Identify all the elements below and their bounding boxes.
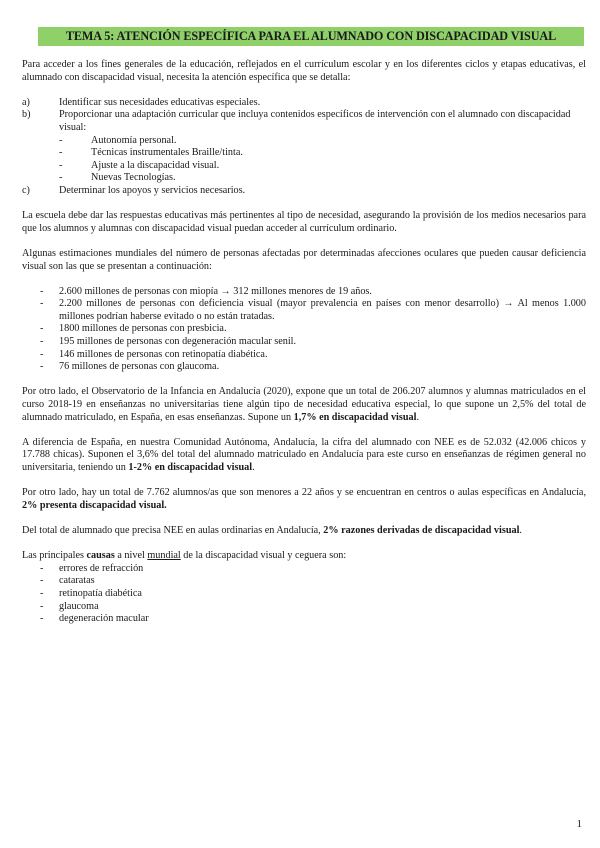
andalucia-highlight: 1-2% en discapacidad visual: [128, 462, 253, 473]
cause-item: - cataratas: [22, 575, 586, 588]
cause-item: - retinopatía diabética: [22, 588, 586, 601]
estimate-item: - 2.200 millones de personas con deficiencia visual (mayor prevalencia en países con menor desarrollo) → Al menos 1.000 millones podrían haberse evitado o no están tratadas.: [22, 298, 586, 323]
sublist-item: - Autonomía personal.: [59, 135, 586, 148]
estimates-intro: Algunas estimaciones mundiales del número de personas afectadas por determinadas afecciones oculares que pueden causar deficiencia visual son las que se presentan a continuación:: [22, 247, 586, 272]
ordinary-text: Del total de alumnado que precisa NEE en aulas ordinarias en Andalucía,: [22, 524, 324, 536]
observatory-paragraph: [22, 386, 586, 424]
causes-mid: a nivel: [114, 550, 148, 562]
curriculum-sublist: [59, 135, 586, 185]
school-paragraph: La escuela debe dar las respuestas educativas más pertinentes al tipo de necesidad, asegurando la provisión de los medios necesarios para que los alumnos y alumnas con discapacidad visual puedan acceder al currículum ordinario.: [22, 210, 586, 234]
needs-item: [22, 109, 586, 185]
estimate-item: - 2.600 millones de personas con miopía → 312 millones menores de 19 años.: [22, 286, 586, 299]
needs-marker: c): [22, 184, 30, 196]
ordinary-paragraph: [22, 525, 586, 538]
causes-underlined: mundial: [147, 550, 181, 562]
specific-centres-text: Por otro lado, hay un total de 7.762 alumnos/as que son menores a 22 años y se encuentran en centros o aulas específicas en Andalucía,: [22, 487, 586, 499]
cause-item: - degeneración macular: [22, 613, 586, 626]
estimates-list: [22, 286, 586, 374]
sublist-item: - Técnicas instrumentales Braille/tinta.: [59, 147, 586, 160]
estimate-item: - 1800 millones de personas con presbicia.: [22, 323, 586, 336]
andalucia-text: A diferencia de España, en nuestra Comunidad Autónoma, Andalucía, la cifra del alumnado con NEE es de 52.032 (42.006 chicos y 17.788 chicas). Suponen el 3,6% del total del alumnado matriculado en Andalucía para este curso en enseñanzas de régimen general no universitaria, teniendo un: [22, 436, 586, 473]
estimate-item: - 195 millones de personas con degeneración macular senil.: [22, 336, 586, 349]
causes-pre: Las principales: [22, 550, 87, 562]
ordinary-end: .: [519, 524, 522, 536]
causes-bold: causas: [86, 550, 115, 562]
sublist-item: - Nuevas Tecnologías.: [59, 172, 586, 185]
cause-item: - errores de refracción: [22, 563, 586, 576]
observatory-text: Por otro lado, el Observatorio de la Infancia en Andalucía (2020), expone que un total de 206.207 alumnos y alumnas matriculados en el curso 2018-19 en enseñanzas no universitarias tiene algún tipo de necesidad educativa especial, lo que supone un 2,5% del total de alumnado matriculado, en España, en esas enseñanzas. Supone un: [22, 386, 586, 423]
ordinary-highlight: 2% razones derivadas de discapacidad visual: [323, 524, 520, 536]
andalucia-end: .: [252, 462, 255, 473]
page-number: 1: [576, 818, 582, 830]
causes-post: de la discapacidad visual y ceguera son:: [180, 550, 347, 562]
cause-item: - glaucoma: [22, 601, 586, 614]
needs-marker: b): [22, 109, 31, 121]
needs-text: Determinar los apoyos y servicios necesarios.: [59, 184, 246, 196]
page-title: TEMA 5: ATENCIÓN ESPECÍFICA PARA EL ALUMNADO CON DISCAPACIDAD VISUAL: [38, 27, 584, 46]
sublist-item: - Ajuste a la discapacidad visual.: [59, 160, 586, 173]
specific-centres-highlight: 2% presenta discapacidad visual.: [22, 499, 167, 511]
needs-list: [22, 97, 586, 198]
andalucia-paragraph: [22, 437, 586, 475]
needs-text: Identificar sus necesidades educativas especiales.: [59, 96, 261, 108]
observatory-highlight: 1,7% en discapacidad visual: [293, 411, 417, 423]
specific-centres-paragraph: [22, 487, 586, 512]
intro-paragraph: Para acceder a los fines generales de la educación, reflejados en el currículum escolar y en los diferentes ciclos y etapas educativas, el alumnado con discapacidad visual, necesita la atención específica que se detalla:: [22, 59, 586, 83]
document-body: [22, 59, 586, 626]
needs-item: [22, 185, 586, 198]
causes-list: [22, 563, 586, 626]
estimate-item: - 146 millones de personas con retinopatía diabética.: [22, 349, 586, 362]
needs-text: Proporcionar una adaptación curricular que incluya contenidos específicos de intervención con el alumnado con discapacidad visual:: [59, 109, 571, 133]
needs-marker: a): [22, 96, 30, 108]
causes-intro: [22, 550, 586, 563]
needs-item: [22, 97, 586, 110]
observatory-end: .: [416, 411, 419, 423]
estimate-item: - 76 millones de personas con glaucoma.: [22, 361, 586, 374]
